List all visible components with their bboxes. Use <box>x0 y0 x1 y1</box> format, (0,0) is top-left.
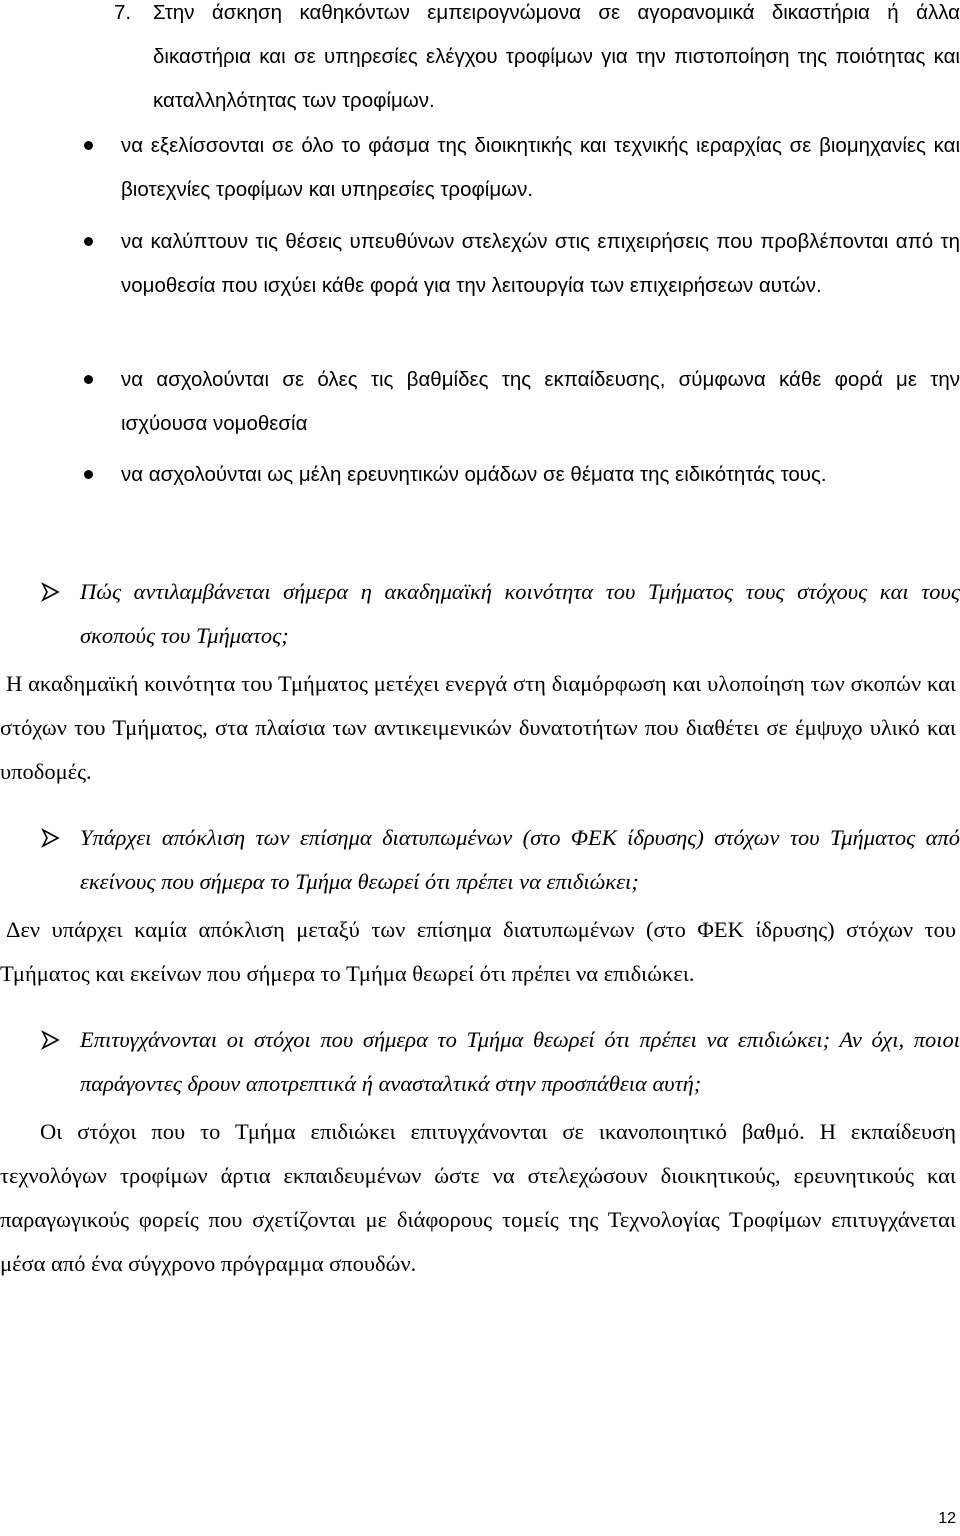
list-item <box>84 358 960 446</box>
arrowhead-icon <box>40 828 60 848</box>
list-item-text: να ασχολούνται σε όλες τις βαθμίδες της εκπαίδευσης, σύμφωνα κάθε φορά με την ισχύουσα νομοθεσία <box>121 368 960 435</box>
answer <box>0 662 960 794</box>
list-item-text: να ασχολούνται ως μέλη ερευνητικών ομάδων σε θέματα της ειδικότητάς τους. <box>121 463 827 486</box>
list-item <box>84 220 960 308</box>
question <box>0 570 960 658</box>
item-text: Στην άσκηση καθηκόντων εμπειρογνώμονα σε αγορανομικά δικαστήρια ή άλλα δικαστήρια και σε υπηρεσίες ελέγχου τροφίμων για την πιστοποίηση της ποιότητας και καταλληλότητας των τροφίμων. <box>153 1 960 112</box>
page-number: 12 <box>938 1510 956 1527</box>
question <box>0 816 960 904</box>
qa-section <box>0 570 960 794</box>
answer-text: Η ακαδημαϊκή κοινότητα του Τμήματος μετέχει ενεργά στη διαμόρφωση και υλοποίηση των σκοπών και στόχων του Τμήματος, στα πλαίσια των αντικειμενικών δυνατοτήτων που διαθέτει σε έμψυχο υλικό και υποδομές. <box>0 671 956 784</box>
arrowhead-icon <box>40 582 60 602</box>
item-number: 7. <box>114 1 132 24</box>
qa-section <box>0 816 960 996</box>
answer-text: Δεν υπάρχει καμία απόκλιση μεταξύ των επίσημα διατυπωμένων (στο ΦΕΚ ίδρυσης) στόχων του Τμήματος και εκείνων που σήμερα το Τμήμα θεωρεί ότι πρέπει να επιδιώκει. <box>0 917 956 986</box>
bullet-dot-icon <box>84 470 93 479</box>
numbered-item <box>114 0 960 123</box>
question-text: Επιτυγχάνονται οι στόχοι που σήμερα το Τμήμα θεωρεί ότι πρέπει να επιδιώκει; Αν όχι, ποιοι παράγοντες δρουν αποτρεπτικά ή ανασταλτικά στην προσπάθεια αυτή; <box>80 1027 960 1096</box>
question <box>0 1018 960 1106</box>
answer <box>0 908 960 996</box>
list-item <box>84 453 960 497</box>
bullet-dot-icon <box>84 141 93 150</box>
bullet-dot-icon <box>84 237 93 246</box>
qa-section <box>0 1018 960 1286</box>
list-item <box>84 124 960 212</box>
list-item-text: να καλύπτουν τις θέσεις υπευθύνων στελεχών στις επιχειρήσεις που προβλέπονται από τη νομοθεσία που ισχύει κάθε φορά για την λειτουργία των επιχειρήσεων αυτών. <box>121 230 960 297</box>
arrowhead-icon <box>40 1030 60 1050</box>
answer <box>0 1110 960 1286</box>
list-item-text: να εξελίσσονται σε όλο το φάσμα της διοικητικής και τεχνικής ιεραρχίας σε βιομηχανίες και βιοτεχνίες τροφίμων και υπηρεσίες τροφίμων. <box>121 134 960 201</box>
answer-text: Οι στόχοι που το Τμήμα επιδιώκει επιτυγχάνονται σε ικανοποιητικό βαθμό. Η εκπαίδευση τεχνολόγων τροφίμων άρτια εκπαιδευμένων ώστε να στελεχώσουν διοικητικούς, ερευνητικούς και παραγωγικούς φορείς που σχετίζονται με διάφορους τομείς της Τεχνολογίας Τροφίμων επιτυγχάνεται μέσα από ένα σύγχρονο πρόγραμμα σπουδών. <box>0 1119 956 1276</box>
question-text: Υπάρχει απόκλιση των επίσημα διατυπωμένων (στο ΦΕΚ ίδρυσης) στόχων του Τμήματος από εκείνους που σήμερα το Τμήμα θεωρεί ότι πρέπει να επιδιώκει; <box>80 825 960 894</box>
question-text: Πώς αντιλαμβάνεται σήμερα η ακαδημαϊκή κοινότητα του Τμήματος τους στόχους και τους σκοπούς του Τμήματος; <box>80 579 960 648</box>
bullet-dot-icon <box>84 375 93 384</box>
